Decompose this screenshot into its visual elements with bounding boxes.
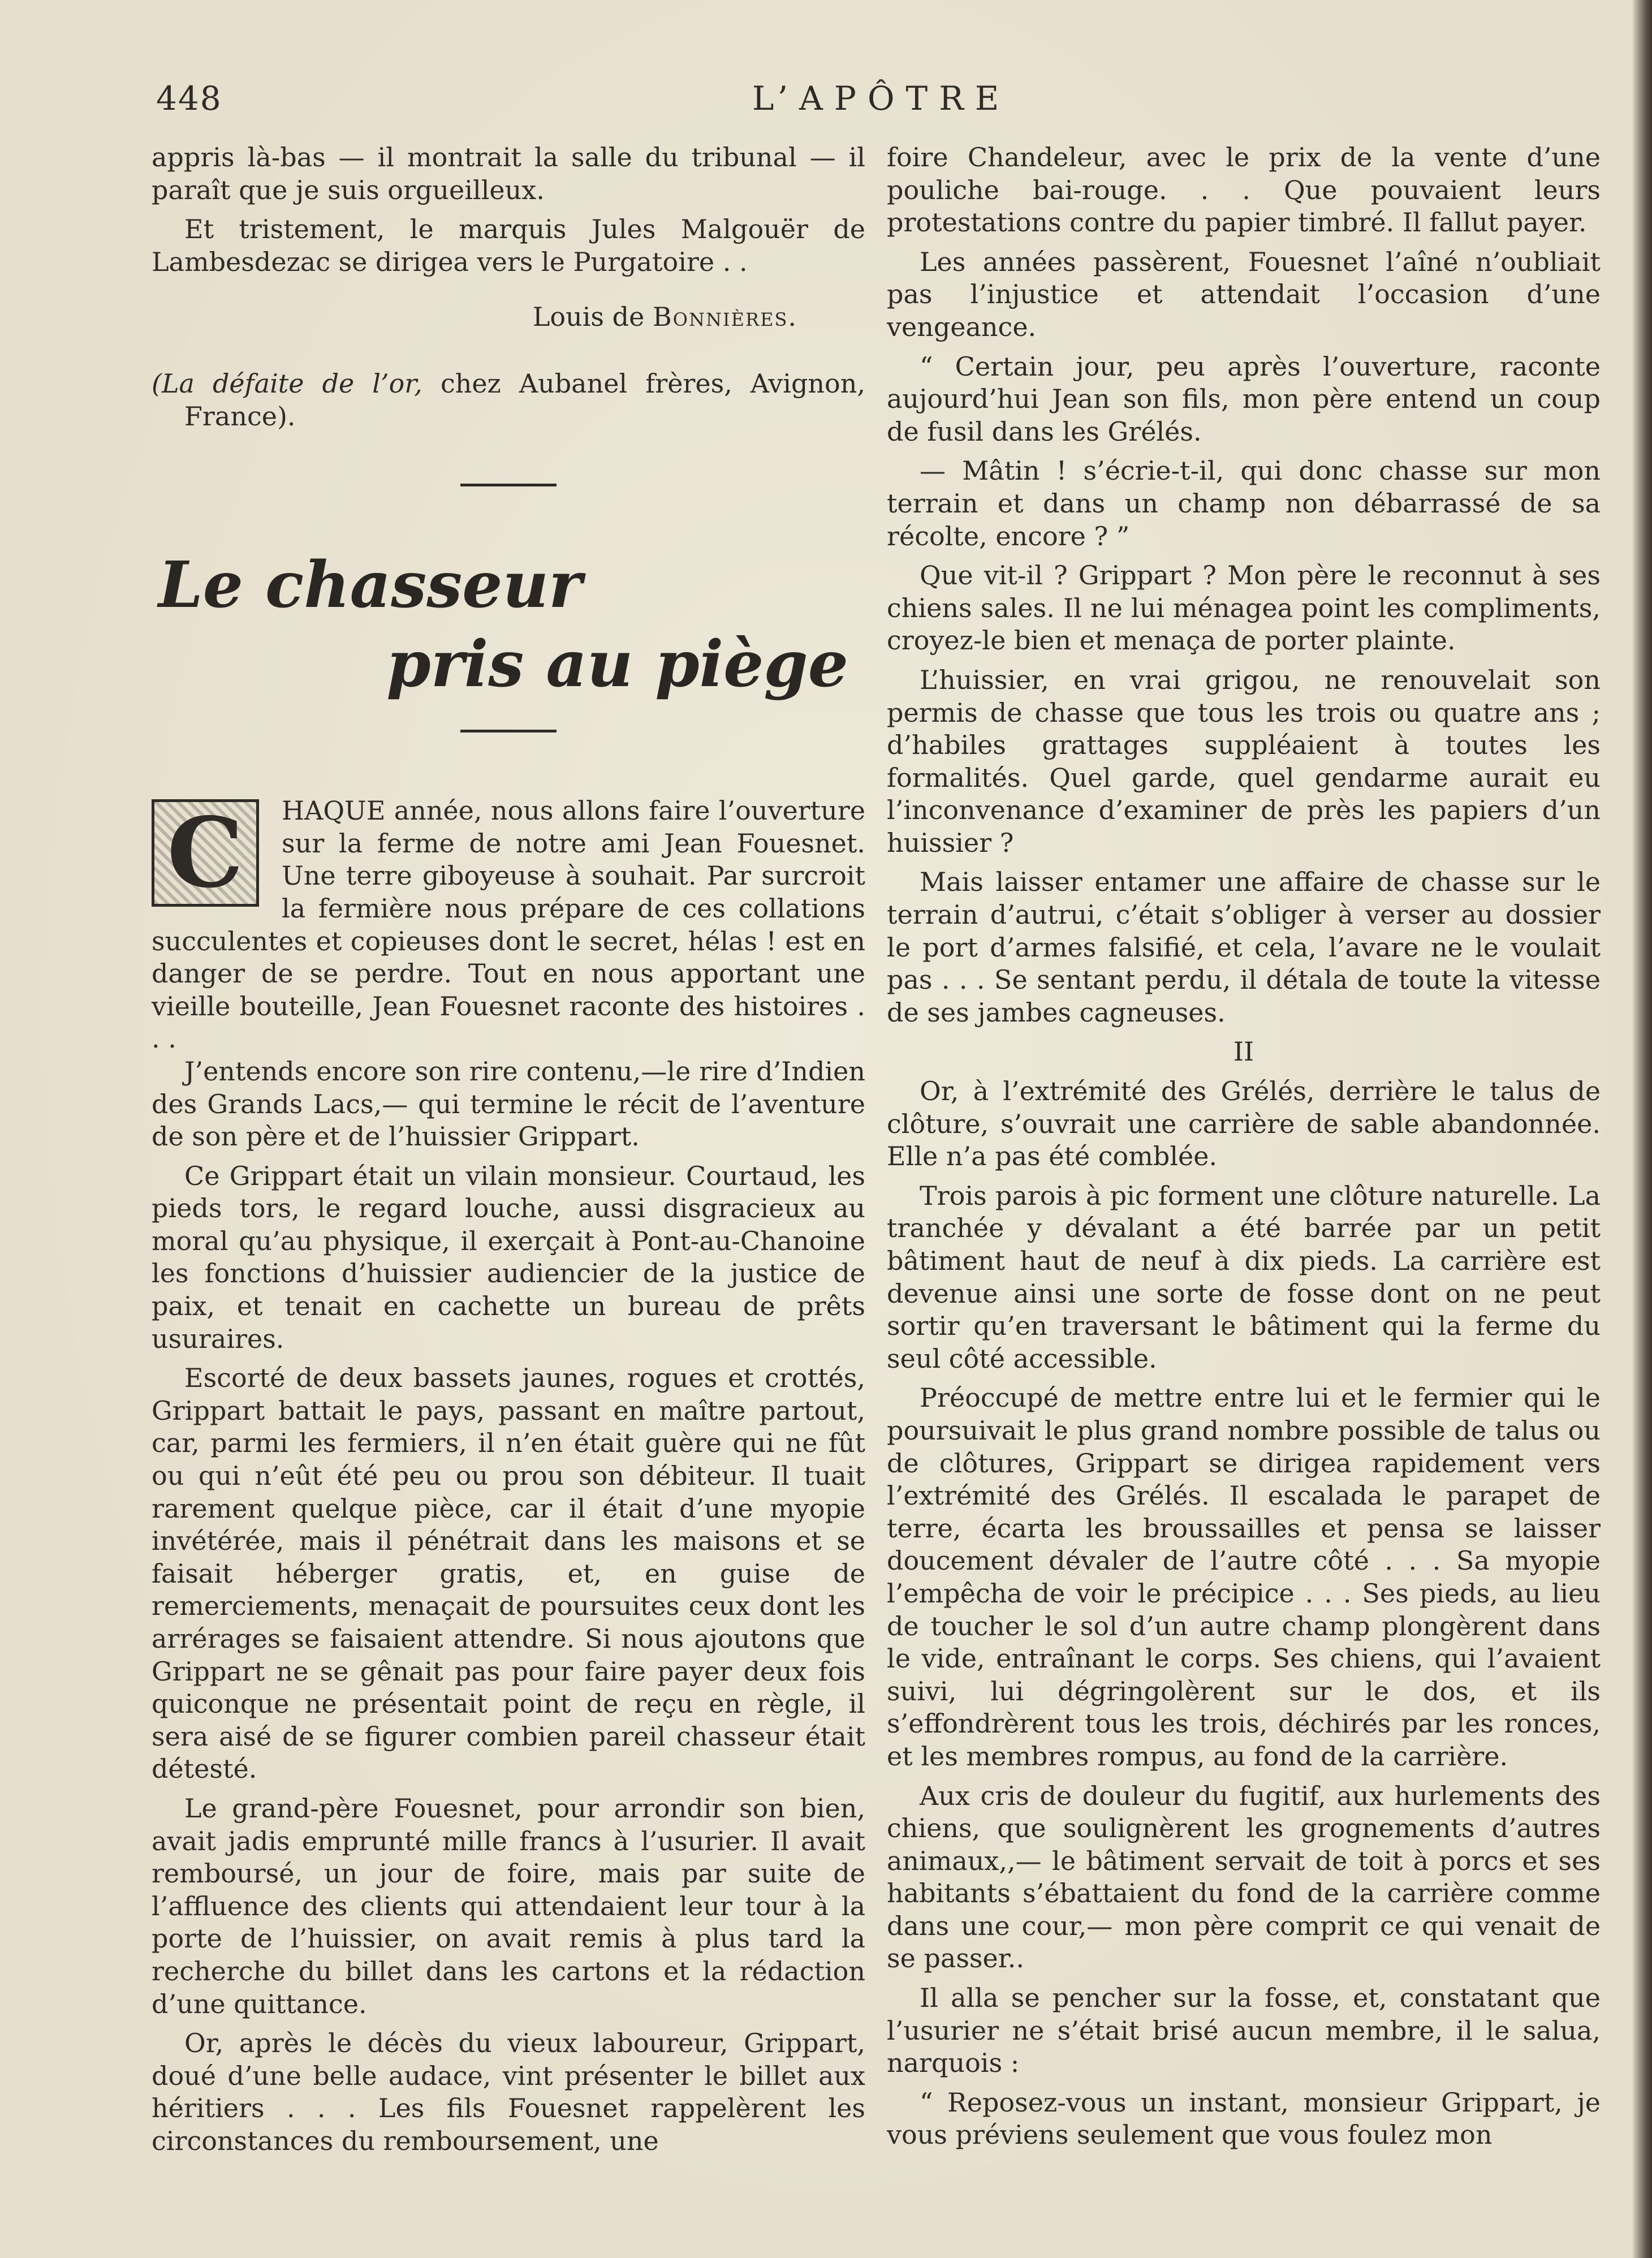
paragraph: Le grand-père Fouesnet, pour arrondir son bien, avait jadis emprunté mille francs à l’usurier. Il avait remboursé, un jour de foire, mais par suite de l’affluence des clients qui attendaient leur tour à la porte de l’huissier, on avait remis à plus tard la recherche du billet dans les cartons et la rédaction d’une quittance. [152,1792,865,2019]
paragraph: Et tristement, le marquis Jules Malgouër de Lambesdezac se dirigea vers le Purgatoire . . [152,214,865,277]
paragraph: Trois parois à pic forment une clôture naturelle. La tranchée y dévalant a été barrée par un petit bâtiment haut de neuf à dix pieds. La carrière est devenue ainsi une sorte de fosse dont on ne peut sortir qu’en traversant le bâtiment qui la ferme du seul côté accessible. [887,1180,1601,1374]
signature-last: Bonnières. [652,301,797,333]
article-title-line1: Le chasseur [158,548,582,623]
paragraph: Les années passèrent, Fouesnet l’aîné n’oubliait pas l’injustice et attendait l’occasion d’une vengeance. [887,246,1601,342]
left-column [152,141,865,2158]
paragraph: Aux cris de douleur du fugitif, aux hurlements des chiens, que soulignèrent les grognements d’autres animaux,,— le bâtiment servait de toit à porcs et ses habitants s’ébattaient du fond de la carrière comme dans une cour,— mon père comprit ce qui venait de se passer.. [887,1780,1601,1974]
paragraph: Or, à l’extrémité des Grélés, derrière le talus de clôture, s’ouvrait une carrière de sable abandonnée. Elle n’a pas été comblée. [887,1076,1601,1172]
paragraph: Préoccupé de mettre entre lui et le fermier qui le poursuivait le plus grand nombre possible de talus ou de clôtures, Grippart se dirigea rapidement vers l’extrémité des Grélés. Il escalada le parapet de terre, écarta les broussailles et pensa se laisser doucement dévaler de l’autre côté . . . Sa myopie l’empêcha de voir le précipice . . . Ses pieds, au lieu de toucher le sol d’un autre champ plongèrent dans le vide, entraînant le corps. Ses chiens, qui l’avaient suivi, lui dégringolèrent sur le dos, et ils s’effondrèrent tous les trois, déchirés par les ronces, et les membres rompus, au fond de la carrière. [887,1382,1601,1772]
signature [152,301,865,334]
paragraph: J’entends encore son rire contenu,—le rire d’Indien des Grands Lacs,— qui termine le récit de l’aventure de son père et de l’huissier Grippart. [152,1055,865,1152]
section-number: II [1233,1036,1254,1067]
right-column [887,141,1601,2152]
paragraph: “ Certain jour, peu après l’ouverture, raconte aujourd’hui Jean son fils, mon père entend un coup de fusil dans les Grélés. [887,351,1601,447]
page-number: 448 [156,79,222,118]
paragraph: Que vit-il ? Grippart ? Mon père le reconnut à ses chiens sales. Il ne lui ménagea point les compliments, croyez-le bien et menaça de porter plainte. [887,560,1601,656]
paragraph: HAQUE année, nous allons faire l’ouverture sur la ferme de notre ami Jean Fouesnet. Une terre giboyeuse à souhait. Par surcroit la fermière nous prépare de ces collations succulentes et copieuses dont le secret, hélas ! est en danger de se perdre. Tout en nous apportant une vieille bouteille, Jean Fouesnet raconte des histoires . . . [152,795,865,1054]
paragraph: L’huissier, en vrai grigou, ne renouvelait son permis de chasse que tous les trois ou quatre ans ; d’habiles grattages suppléaient à toutes les formalités. Quel garde, quel gendarme aurait eu l’inconvenance d’examiner de près les papiers d’un huissier ? [887,664,1601,858]
paragraph: “ Reposez-vous un instant, monsieur Grippart, je vous préviens seulement que vous foulez mon [887,2087,1601,2151]
drop-cap: C [152,799,259,907]
paragraph: Ce Grippart était un vilain monsieur. Courtaud, les pieds tors, le regard louche, aussi disgracieux au moral qu’au physique, il exerçait à Pont-au-Chanoine les fonctions d’huissier audiencier de la justice de paix, et tenait en cachette un bureau de prêts usuraires. [152,1160,865,1354]
paragraph: foire Chandeleur, avec le prix de la vente d’une pouliche bai-rouge. . . Que pouvaient leurs protestations contre du papier timbré. Il fallut payer. [887,142,1601,238]
paragraph: Escorté de deux bassets jaunes, rogues et crottés, Grippart battait le pays, passant en maître partout, car, parmi les fermiers, il n’en était guère qui ne fût ou qui n’eût été peu ou prou son débiteur. Il tuait rarement quelque pièce, car il était d’une myopie invétérée, mais il pénétrait dans les maisons et se faisait héberger gratis, et, en guise de remerciements, menaçait de poursuites ceux dont les arrérages se faisaient attendre. Si nous ajoutons que Grippart ne se gênait pas pour faire payer deux fois quiconque ne présentait point de reçu en règle, il sera aisé de se figurer combien pareil chasseur était détesté. [152,1363,865,1785]
opening-paragraph [152,795,865,1055]
paragraph: — Mâtin ! s’écrie-t-il, qui donc chasse sur mon terrain et dans un champ non débarrassé de sa récolte, encore ? ” [887,455,1601,551]
paragraph: Or, après le décès du vieux laboureur, Grippart, doué d’une belle audace, vint présenter le billet aux héritiers . . . Les fils Fouesnet rappelèrent les circonstances du remboursement, une [152,2028,865,2156]
signature-first: Louis de [532,301,653,333]
source-rest: chez Aubanel frères, Avignon, France). [184,368,865,432]
source-title: (La défaite de l’or, [152,368,422,399]
paragraph: appris là-bas — il montrait la salle du tribunal — il paraît que je suis orgueilleux. [152,142,865,205]
article-title-line2: pris au piège [386,627,848,702]
paragraph: Mais laisser entamer une affaire de chasse sur le terrain d’autrui, c’était s’obliger à verser au dossier le port d’armes falsifié, et cela, l’avare ne le voulait pas . . . Se sentant perdu, il détala de toute la vitesse de ses jambes cagneuses. [887,867,1601,1028]
separator-rule [460,484,557,486]
source-note [152,368,865,433]
page-binding-edge [1633,0,1652,2258]
paragraph: Il alla se pencher sur la fosse, et, constatant que l’usurier ne s’était brisé aucun membre, il le salua, narquois : [887,1983,1601,2079]
running-title: L’APÔTRE [752,79,1011,118]
separator-rule [460,730,557,732]
